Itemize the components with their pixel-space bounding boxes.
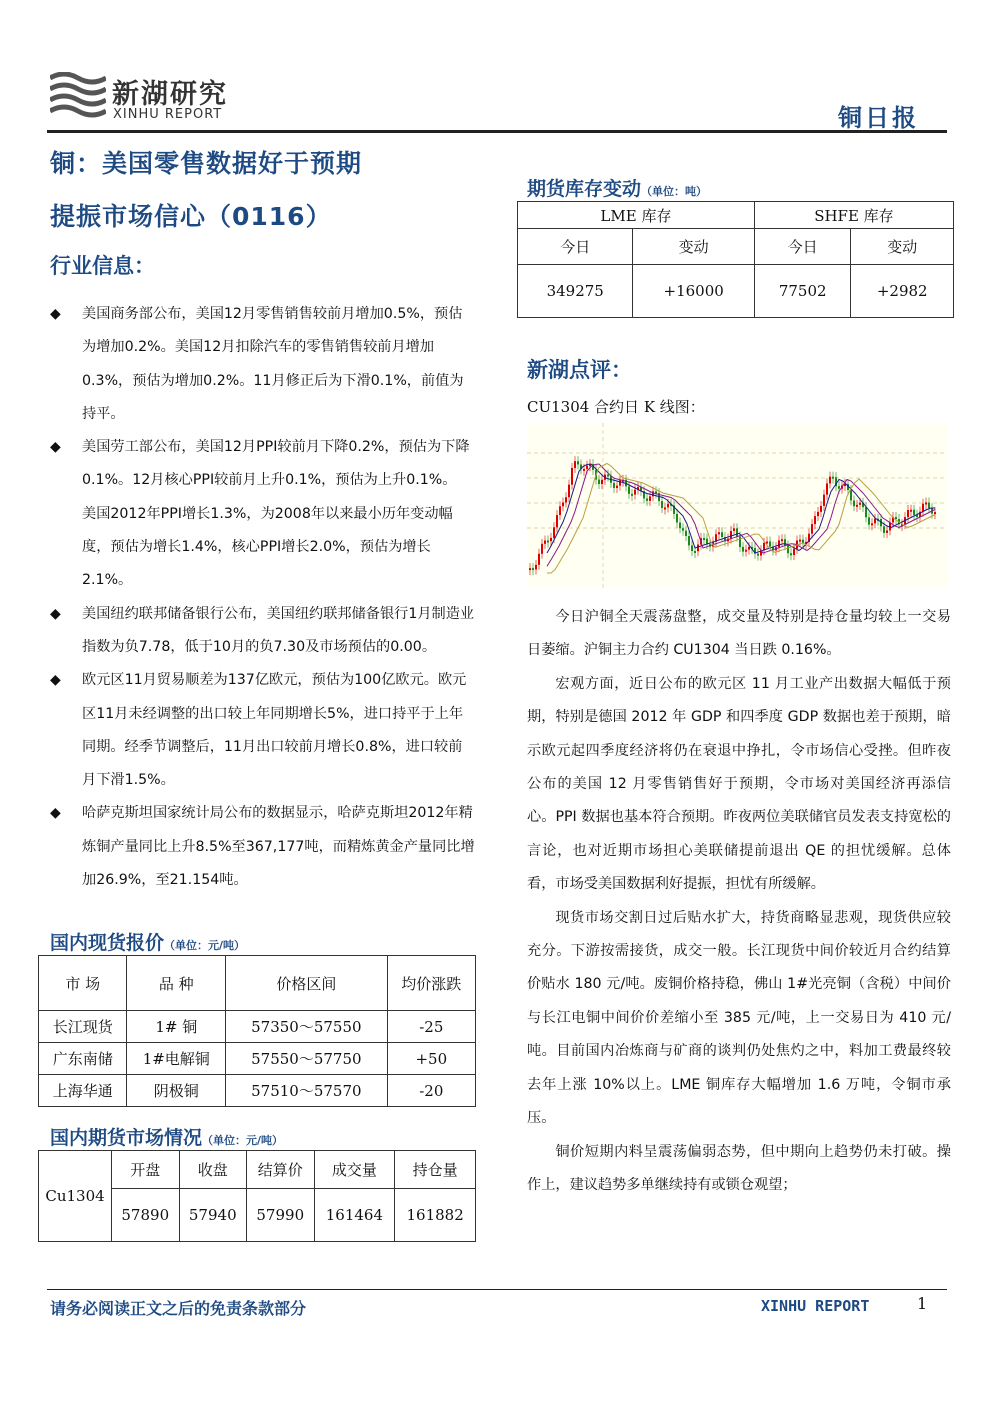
candle-body <box>535 565 537 570</box>
candle-body <box>679 523 681 529</box>
candle-body <box>598 480 600 484</box>
candle-body <box>832 477 834 479</box>
candle-body <box>886 530 888 532</box>
candle-body <box>607 475 609 477</box>
candle-body <box>745 550 747 552</box>
candle-body <box>925 503 927 505</box>
inventory-heading: 期货库存变动（单位：吨） <box>527 178 708 200</box>
candle-body <box>583 469 585 471</box>
list-item: ◆ 欧元区11月贸易顺差为137亿欧元，预估为100亿欧元。欧元区11月未经调整的出口较上年同期增长5%，进口持平于上年同期。经季节调整后，11月出口较前月增长0.8%，进口较前月下滑1.5%。 <box>50 664 475 797</box>
report-type: 铜日报 <box>838 104 919 132</box>
candle-body <box>721 532 723 537</box>
candle-body <box>568 485 570 498</box>
xinhu-logo-icon <box>50 72 106 120</box>
candle-body <box>883 526 885 533</box>
candle-body <box>820 506 822 512</box>
candle-body <box>547 540 549 542</box>
candle-body <box>859 503 861 505</box>
table-header-row: LME 库存 SHFE 库存 <box>518 202 954 229</box>
candle-body <box>619 480 621 485</box>
candle-body <box>691 545 693 551</box>
candle-body <box>730 531 732 539</box>
candle-body <box>655 491 657 493</box>
candle-body <box>865 507 867 517</box>
candle-body <box>631 494 633 496</box>
candle-body <box>871 523 873 525</box>
candle-body <box>559 506 561 515</box>
candle-body <box>613 483 615 488</box>
candle-body <box>718 532 720 534</box>
footer-rule <box>47 1289 947 1290</box>
comment-heading: 新湖点评： <box>527 358 632 382</box>
candle-body <box>781 539 783 541</box>
candle-body <box>649 496 651 501</box>
paragraph: 现货市场交割日过后贴水扩大，持货商略显悲观，现货供应较充分。下游按需接货，成交一般。长江现货中间价较近月合约结算价贴水 180 元/吨。废铜价格持稳，佛山 1#光亮铜（含税）中间价与长江电铜中间价价差缩小至 385 元/吨，上一交易日为 410 元/吨。目前国内冶炼商与矿商的谈判仍处焦灼之中，料加工费最终较去年上涨 10%以上。LME 铜库存大幅增加 1.6 万吨，令铜市承压。 <box>527 909 951 1127</box>
candle-body <box>736 528 738 536</box>
candle-body <box>538 554 540 565</box>
candle-body <box>922 504 924 512</box>
diamond-bullet-icon: ◆ <box>50 439 61 456</box>
candle-body <box>784 539 786 545</box>
candle-body <box>874 519 876 524</box>
candle-body <box>565 497 567 502</box>
candle-body <box>616 486 618 488</box>
candle-body <box>778 540 780 547</box>
candle-body <box>733 528 735 531</box>
paragraph: 铜价短期内料呈震荡偏弱态势，但中期向上趋势仍未打破。操作上，建议趋势多单继续持有或锁仓观望； <box>527 1143 951 1193</box>
table-header-row: Cu1304 开盘 收盘 结算价 成交量 持仓量 <box>39 1151 476 1189</box>
diamond-bullet-icon: ◆ <box>50 672 61 689</box>
table-row: 长江现货 1# 铜 57350～57550 -25 <box>39 1011 476 1043</box>
table-row: 广东南储 1#电解铜 57550～57750 +50 <box>39 1043 476 1075</box>
cu1304-kline-chart-image <box>527 423 947 588</box>
candle-body <box>793 549 795 555</box>
candle-body <box>829 477 831 484</box>
page-title-line2: 提振市场信心（0116） <box>50 202 332 231</box>
candle-body <box>763 543 765 550</box>
table-header-row: 市 场 品 种 价格区间 均价涨跌 <box>39 956 476 1011</box>
comment-body <box>527 601 951 1202</box>
candle-body <box>529 568 531 570</box>
candle-body <box>811 524 813 534</box>
candle-body <box>532 568 534 570</box>
candle-body <box>634 490 636 495</box>
candle-body <box>769 542 771 547</box>
candle-body <box>682 528 684 530</box>
candle-body <box>646 498 648 500</box>
candle-body <box>661 501 663 508</box>
candle-body <box>601 480 603 484</box>
diamond-bullet-icon: ◆ <box>50 805 61 822</box>
candle-body <box>562 502 564 506</box>
candle-body <box>823 495 825 506</box>
candle-body <box>550 538 552 541</box>
list-item: ◆ 美国劳工部公布，美国12月PPI较前月下降0.2%，预估为下降0.1%。12月核心PPI较前月上升0.1%，预估为上升0.1%。 美国2012年PPI增长1.3%，为2008年以来最小历年变动幅度，预估为增长1.4%，核心PPI增长2.0%，预估为增长2.1%。 <box>50 431 475 597</box>
logo-name-en: XINHU REPORT <box>113 107 223 122</box>
candle-body <box>577 461 579 464</box>
candle-body <box>703 538 705 540</box>
list-item: ◆ 哈萨克斯坦国家统计局公布的数据显示，哈萨克斯坦2012年精炼铜产量同比上升8.5%至367,177吨，而精炼黄金产量同比增加26.9%，至21.154吨。 <box>50 797 475 897</box>
candle-body <box>790 553 792 555</box>
candle-body <box>574 461 576 468</box>
footer-brand: XINHU REPORT <box>761 1297 870 1315</box>
table-row: 上海华通 阴极铜 57510～57570 -20 <box>39 1075 476 1107</box>
futures-heading: 国内期货市场情况（单位：元/吨） <box>50 1127 284 1149</box>
table-row: 57890 57940 57990 161464 161882 <box>39 1189 476 1242</box>
candle-body <box>895 517 897 519</box>
page-title-line1: 铜：美国零售数据好于预期 <box>50 149 363 178</box>
candle-body <box>799 540 801 542</box>
candle-body <box>802 540 804 543</box>
chart-caption: CU1304 合约日 K 线图： <box>527 398 705 416</box>
candle-body <box>571 468 573 485</box>
candle-body <box>928 503 930 509</box>
candle-body <box>694 551 696 553</box>
candle-body <box>934 512 936 514</box>
candle-body <box>748 547 750 550</box>
diamond-bullet-icon: ◆ <box>50 605 61 622</box>
page-number: 1 <box>917 1294 928 1313</box>
candle-body <box>757 554 759 556</box>
table-row: 349275 +16000 77502 +2982 <box>518 265 954 318</box>
futures-table <box>38 1150 476 1242</box>
candle-body <box>556 515 558 527</box>
paragraph: 宏观方面，近日公布的欧元区 11 月工业产出数据大幅低于预期，特别是德国 2012 年 GDP 和四季度 GDP 数据也差于预期，暗示欧元起四季度经济将仍在衰退中挣扎，令市场信心受挫。但昨夜公布的美国 12 月零售销售好于预期，令市场对美国经济再添信心。PPI 数据也基本符合预期。昨夜两位美联储官员发表支持宽松的言论，也对近期市场担心美联储提前退出 QE 的担忧缓解。总体看，市场受美国数据利好提振，担忧有所缓解。 <box>527 675 951 893</box>
logo-name-cn: 新湖研究 <box>112 79 228 110</box>
industry-list <box>50 298 475 897</box>
candle-body <box>817 512 819 516</box>
candle-body <box>676 514 678 523</box>
candle-body <box>739 537 741 547</box>
candle-body <box>766 542 768 544</box>
spot-price-table <box>38 955 476 1107</box>
paragraph: 今日沪铜全天震荡盘整，成交量及特别是持仓量均较上一交易日萎缩。沪铜主力合约 CU1304 当日跌 0.16%。 <box>527 609 951 659</box>
candle-body <box>742 547 744 552</box>
candle-body <box>913 510 915 515</box>
candle-body <box>628 486 630 493</box>
candle-body <box>664 507 666 509</box>
diamond-bullet-icon: ◆ <box>50 306 61 322</box>
candle-body <box>838 486 840 489</box>
candle-body <box>910 510 912 512</box>
candle-body <box>667 504 669 508</box>
industry-heading: 行业信息： <box>50 254 155 278</box>
candle-body <box>850 490 852 500</box>
candle-body <box>544 540 546 543</box>
candle-body <box>586 466 588 469</box>
candle-body <box>553 527 555 538</box>
candle-body <box>826 483 828 494</box>
candle-body <box>907 510 909 517</box>
candle-body <box>697 545 699 552</box>
candle-body <box>853 501 855 507</box>
header-rule <box>47 130 947 133</box>
candle-body <box>541 544 543 554</box>
candle-body <box>787 545 789 553</box>
candle-body <box>814 516 816 524</box>
list-item: ◆ 美国纽约联邦储备银行公布，美国纽约联邦储备银行1月制造业指数为负7.78，低于10月的负7.30及市场预估的0.00。 <box>50 598 475 665</box>
candle-body <box>856 505 858 507</box>
inventory-table <box>517 201 954 318</box>
candle-body <box>868 517 870 524</box>
list-item: ◆ 美国商务部公布，美国12月零售销售较前月增加0.5%，预估为增加0.2%。美国12月扣除汽车的零售销售较前月增加0.3%，预估为增加0.2%。11月修正后为下滑0.1%，前值为持平。 <box>50 298 475 431</box>
spot-heading: 国内现货报价（单位：元/吨） <box>50 932 246 954</box>
table-subheader-row: 今日 变动 今日 变动 <box>518 229 954 265</box>
candle-body <box>688 536 690 545</box>
candle-body <box>685 531 687 536</box>
disclaimer-note: 请务必阅读正文之后的免责条款部分 <box>50 1299 307 1318</box>
